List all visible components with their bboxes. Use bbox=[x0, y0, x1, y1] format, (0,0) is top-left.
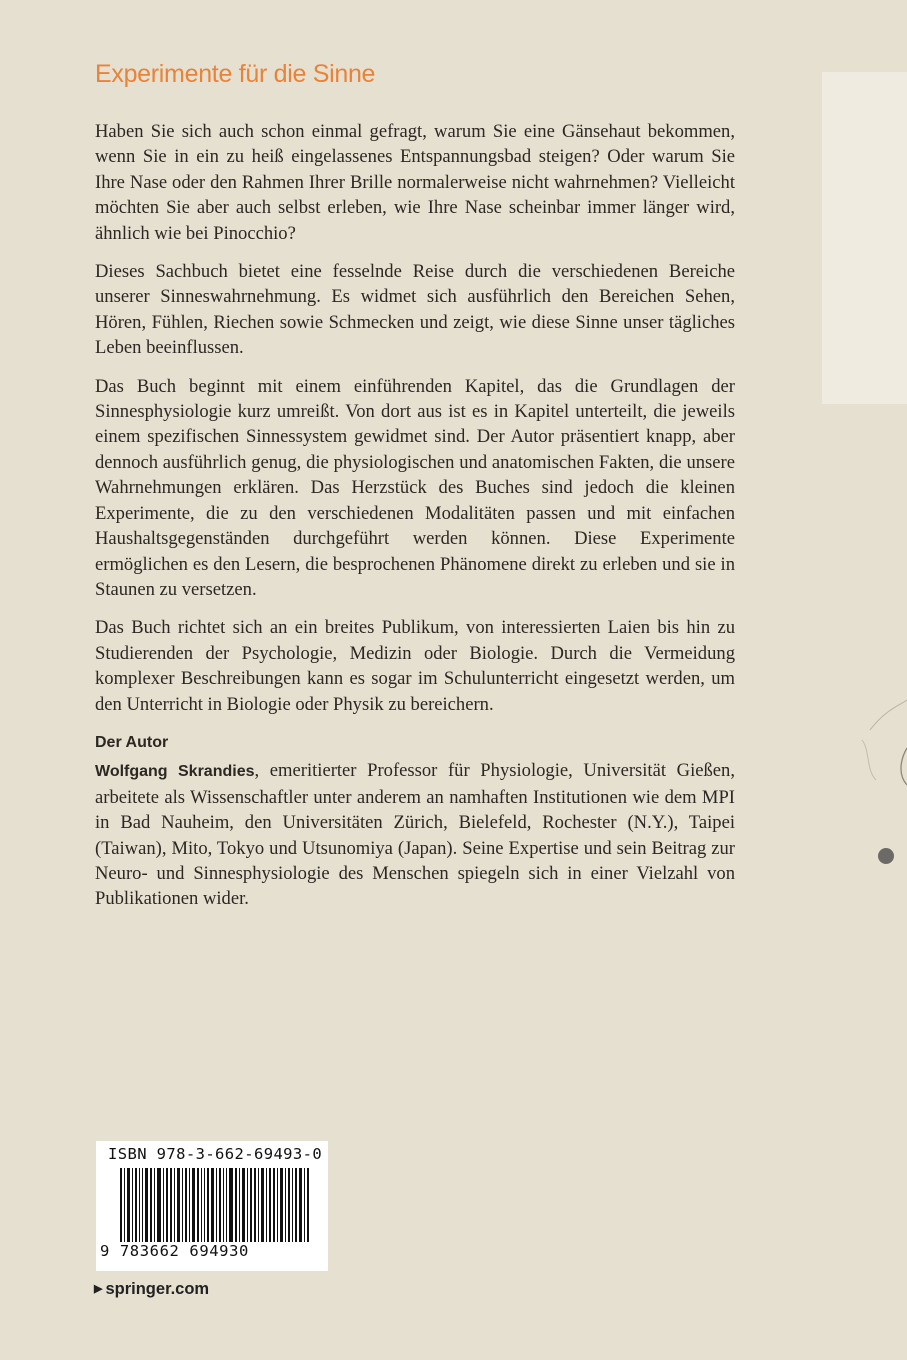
isbn-label: ISBN 978-3-662-69493-0 bbox=[108, 1145, 323, 1163]
author-bio: , emeritierter Professor für Physiologie, Universität Gießen, arbeitete als Wissenschaftler unter anderem an namhaften Institutionen wie dem MPI in Bad Nauheim, den Universitäten Zürich, Bielefeld, Rochester (N.Y.), Taipei (Taiwan), Mito, Tokyo und Utsunomiya (Japan). Seine Expertise und sein Beitrag zur Neuro- und Sinnesphysiologie des Menschen spiegeln sich in einer Vielzahl von Publikationen wider. bbox=[95, 760, 735, 910]
decorative-line-art bbox=[840, 690, 907, 890]
triangle-right-icon: ▶ bbox=[94, 1283, 103, 1295]
publisher-url: springer.com bbox=[105, 1280, 210, 1298]
barcode bbox=[120, 1168, 324, 1242]
paragraph-4: Das Buch richtet sich an ein breites Publikum, von interessierten Laien bis hin zu Studierenden der Psychologie, Medizin oder Biologie. Durch die Vermeidung komplexer Beschreibungen kann es sogar im Schulunterricht eingesetzt werden, um den Unterricht in Biologie oder Physik zu bereichern. bbox=[95, 617, 735, 715]
page-title: Experimente für die Sinne bbox=[95, 60, 376, 88]
publisher-link[interactable] bbox=[94, 1280, 209, 1299]
paragraph-2: Dieses Sachbuch bietet eine fesselnde Reise durch die verschiedenen Bereiche unserer Sinneswahrnehmung. Es widmet sich ausführlich den Bereichen Sehen, Hören, Fühlen, Riechen sowie Schmecken und zeigt, wie diese Sinne unser tägliches Leben beeinflussen. bbox=[95, 261, 735, 359]
author-section bbox=[95, 730, 735, 912]
isbn-barcode-box bbox=[96, 1141, 328, 1271]
author-heading: Der Autor bbox=[95, 733, 169, 751]
barcode-digits: 9 783662 694930 bbox=[100, 1242, 249, 1260]
author-name: Wolfgang Skrandies bbox=[95, 763, 255, 781]
spine-panel bbox=[822, 72, 907, 404]
blurb-text bbox=[95, 119, 735, 912]
paragraph-1: Haben Sie sich auch schon einmal gefragt, warum Sie eine Gänsehaut bekommen, wenn Sie in ein zu heiß eingelassenes Entspannungsbad steigen? Oder warum Sie Ihre Nase oder den Rahmen Ihrer Brille normalerweise nicht wahrnehmen? Vielleicht möchten Sie aber auch selbst erleben, wie Ihre Nase scheinbar immer länger wird, ähnlich wie bei Pinocchio? bbox=[95, 121, 735, 244]
paragraph-3: Das Buch beginnt mit einem einführenden Kapitel, das die Grundlagen der Sinnesphysiologie kurz umreißt. Von dort aus ist es in Kapitel unterteilt, die jeweils einem spezifischen Sinnessystem gewidmet sind. Der Autor präsentiert knapp, aber dennoch ausführlich genug, die physiologischen und anatomischen Fakten, die unsere Wahrnehmungen erklären. Das Herzstück des Buches sind jedoch die kleinen Experimente, die zu den verschiedenen Modalitäten passen und mit einfachen Haushaltsgegenständen durchgeführt werden können. Diese Experimente ermöglichen es den Lesern, die besprochenen Phänomene direkt zu erleben und sie in Staunen zu versetzen. bbox=[95, 375, 735, 600]
